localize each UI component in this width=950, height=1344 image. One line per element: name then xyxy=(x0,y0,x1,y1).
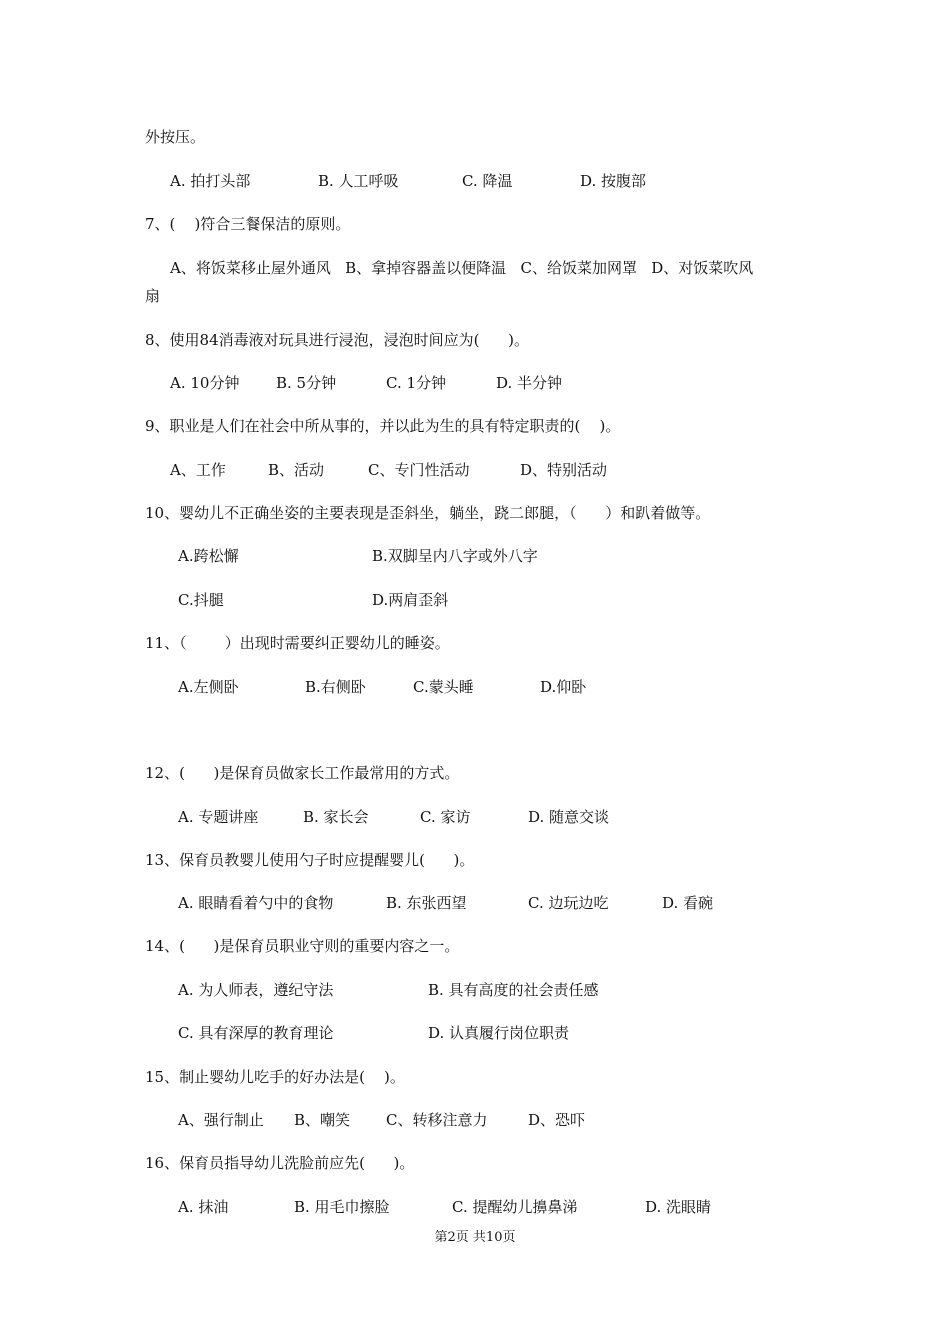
q10-option-b: B.双脚呈内八字或外八字 xyxy=(372,547,538,565)
q12-option-d: D. 随意交谈 xyxy=(528,808,610,826)
q16-option-b: B. 用毛巾擦脸 xyxy=(294,1198,390,1216)
q13-option-a: A. 眼睛看着勺中的食物 xyxy=(178,894,334,912)
q6-option-d: D. 按腹部 xyxy=(580,172,647,190)
q11-option-d: D.仰卧 xyxy=(540,678,587,696)
q13-option-c: C. 边玩边吃 xyxy=(528,894,609,912)
question-6-continuation: 外按压。 xyxy=(145,128,206,146)
q8-option-b: B. 5分钟 xyxy=(276,374,337,392)
q15-option-c: C、转移注意力 xyxy=(386,1111,488,1129)
q7-options-line-1: A、将饭菜移止屋外通风 B、拿掉容器盖以便降温 C、给饭菜加网罩 D、对饭菜吹风 xyxy=(170,259,754,277)
q8-option-a: A. 10分钟 xyxy=(170,374,240,392)
q16-option-a: A. 抹油 xyxy=(178,1198,229,1216)
question-10-stem: 10、婴幼儿不正确坐姿的主要表现是歪斜坐，躺坐，跷二郎腿，（ ）和趴着做等。 xyxy=(145,504,711,522)
q10-option-c: C.抖腿 xyxy=(178,591,224,609)
question-13-stem: 13、保育员教婴儿使用勺子时应提醒婴儿( )。 xyxy=(145,851,475,869)
q16-option-c: C. 提醒幼儿擤鼻涕 xyxy=(452,1198,578,1216)
q6-option-b: B. 人工呼吸 xyxy=(318,172,399,190)
page-footer: 第2页 共10页 xyxy=(434,1230,516,1245)
question-8-stem: 8、使用84消毒液对玩具进行浸泡，浸泡时间应为( )。 xyxy=(145,331,529,349)
q13-option-d: D. 看碗 xyxy=(662,894,714,912)
q16-option-d: D. 洗眼睛 xyxy=(645,1198,712,1216)
q11-option-b: B.右侧卧 xyxy=(305,678,366,696)
q9-option-c: C、专门性活动 xyxy=(368,461,470,479)
question-9-stem: 9、职业是人们在社会中所从事的，并以此为生的具有特定职责的( )。 xyxy=(145,417,621,435)
q9-option-a: A、工作 xyxy=(170,461,226,479)
question-12-stem: 12、( )是保育员做家长工作最常用的方式。 xyxy=(145,764,460,782)
q14-option-a: A. 为人师表，遵纪守法 xyxy=(178,981,334,999)
q6-option-a: A. 拍打头部 xyxy=(170,172,251,190)
q14-option-c: C. 具有深厚的教育理论 xyxy=(178,1024,334,1042)
q11-option-a: A.左侧卧 xyxy=(178,678,239,696)
q10-option-d: D.两肩歪斜 xyxy=(372,591,449,609)
q6-option-c: C. 降温 xyxy=(462,172,513,190)
q15-option-d: D、恐吓 xyxy=(528,1111,586,1129)
q9-option-d: D、特别活动 xyxy=(520,461,608,479)
q8-option-c: C. 1分钟 xyxy=(386,374,447,392)
q10-option-a: A.跨松懈 xyxy=(178,547,239,565)
question-15-stem: 15、制止婴幼儿吃手的好办法是( )。 xyxy=(145,1068,405,1086)
question-7-stem: 7、( )符合三餐保洁的原则。 xyxy=(145,215,351,233)
q11-option-c: C.蒙头睡 xyxy=(413,678,474,696)
q12-option-b: B. 家长会 xyxy=(303,808,369,826)
q14-option-d: D. 认真履行岗位职责 xyxy=(428,1024,570,1042)
q15-option-b: B、嘲笑 xyxy=(294,1111,351,1129)
question-14-stem: 14、( )是保育员职业守则的重要内容之一。 xyxy=(145,937,460,955)
q8-option-d: D. 半分钟 xyxy=(496,374,563,392)
q9-option-b: B、活动 xyxy=(268,461,325,479)
q15-option-a: A、强行制止 xyxy=(178,1111,264,1129)
q12-option-c: C. 家访 xyxy=(420,808,471,826)
question-16-stem: 16、保育员指导幼儿洗脸前应先( )。 xyxy=(145,1154,415,1172)
q12-option-a: A. 专题讲座 xyxy=(178,808,259,826)
q14-option-b: B. 具有高度的社会责任感 xyxy=(428,981,599,999)
question-11-stem: 11、（ ）出现时需要纠正婴幼儿的睡姿。 xyxy=(145,634,450,652)
q7-options-line-2: 扇 xyxy=(145,287,161,305)
q13-option-b: B. 东张西望 xyxy=(386,894,467,912)
